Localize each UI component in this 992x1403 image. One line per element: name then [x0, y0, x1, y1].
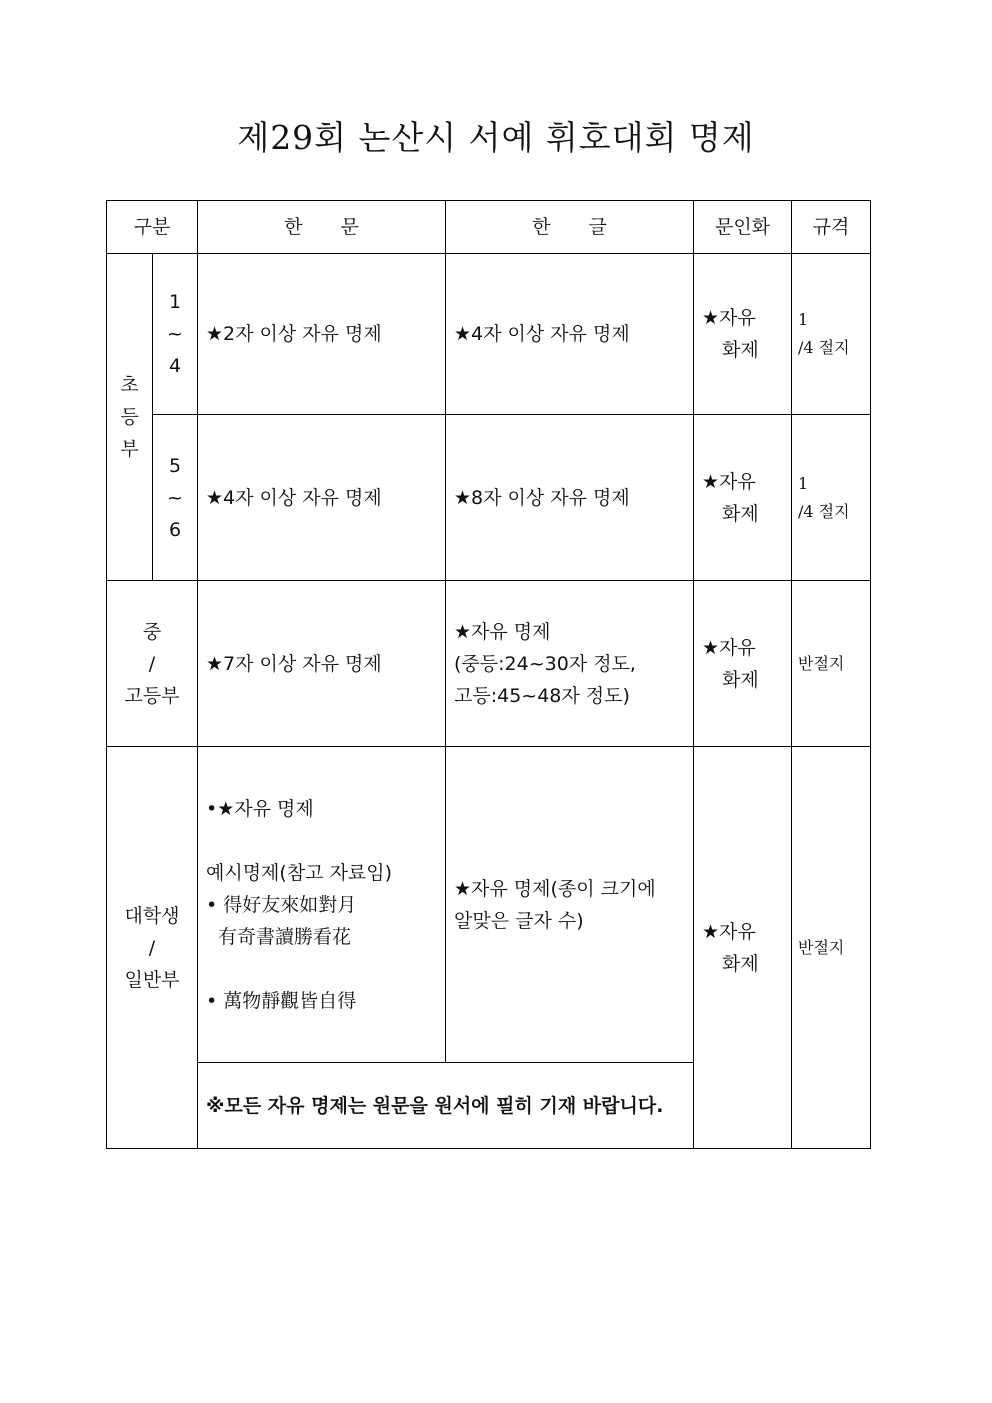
university-hangeul: ★자유 명제(종이 크기에 알맞은 글자 수): [446, 747, 694, 1063]
university-spec: 반절지: [792, 747, 871, 1149]
middle-high-munin: ★자유 화제: [694, 581, 792, 747]
university-munin: ★자유 화제: [694, 747, 792, 1149]
middle-high-spec: 반절지: [792, 581, 871, 747]
grade-5-6-spec: 1 /4 절지: [792, 415, 871, 581]
topic-table: [106, 200, 871, 1149]
grade-1-4-spec: 1 /4 절지: [792, 254, 871, 415]
note-text: ※모든 자유 명제는 원문을 원서에 필히 기재 바랍니다.: [198, 1063, 694, 1149]
header-spec: 규격: [792, 201, 871, 254]
page-title: 제29회 논산시 서예 휘호대회 명제: [237, 118, 755, 157]
header-hangeul: 한 글: [446, 201, 694, 254]
grade-5-6-hanmun: ★4자 이상 자유 명제: [198, 415, 446, 581]
university-label: 대학생 / 일반부: [107, 747, 198, 1149]
header-hanmun: 한 문: [198, 201, 446, 254]
header-category: 구분: [107, 201, 198, 254]
table-row: [107, 254, 871, 415]
middle-high-label: 중 / 고등부: [107, 581, 198, 747]
table-row: [107, 415, 871, 581]
university-hanmun: •★자유 명제 예시명제(참고 자료임) • 得好友來如對月 有奇書讀勝看花 • 萬物靜觀皆自得: [198, 747, 446, 1063]
header-munin: 문인화: [694, 201, 792, 254]
middle-high-hangeul: ★자유 명제 (중등:24~30자 정도, 고등:45~48자 정도): [446, 581, 694, 747]
header-row: [107, 201, 871, 254]
grade-5-6-label: 5 ~ 6: [153, 415, 198, 581]
grade-1-4-hanmun: ★2자 이상 자유 명제: [198, 254, 446, 415]
grade-1-4-label: 1 ~ 4: [153, 254, 198, 415]
table-row: [107, 581, 871, 747]
middle-high-hanmun: ★7자 이상 자유 명제: [198, 581, 446, 747]
grade-5-6-munin: ★자유 화제: [694, 415, 792, 581]
grade-1-4-hangeul: ★4자 이상 자유 명제: [446, 254, 694, 415]
table-row: [107, 747, 871, 1063]
grade-1-4-munin: ★자유 화제: [694, 254, 792, 415]
grade-5-6-hangeul: ★8자 이상 자유 명제: [446, 415, 694, 581]
elementary-label: 초 등 부: [107, 254, 153, 581]
